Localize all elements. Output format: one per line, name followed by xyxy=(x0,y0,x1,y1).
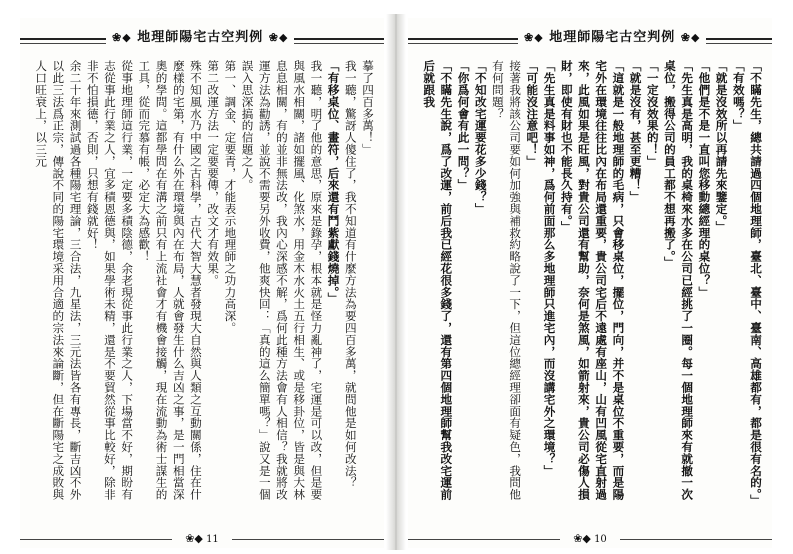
left-page-paragraph: 從事地理師這行業，一定要多積陰德，余老現從事此行業之人，下場當不好，期盼有志從事此行業之人，宜多積恩德與，如果學術未精，還是不要貿然從事比較好，除非非不怕損德，否則，只想有錢就好！ xyxy=(85,60,135,501)
left-page-number-text: 11 xyxy=(206,534,219,545)
left-page-paragraph: 「有移桌位、畫符，后來還有鬥紫獻錢燒掉。」 xyxy=(326,60,341,305)
right-page-paragraph: 「你爲何會有此一問？」 xyxy=(456,60,471,191)
left-page-paragraph: 第一、調金、定要青，才能表示地理師之功力高深。 xyxy=(223,60,238,334)
right-footer-ornament-icon: ❀◆ xyxy=(573,532,591,545)
right-page xyxy=(408,18,772,548)
right-page-paragraph: 「可能沒注意吧！」 xyxy=(525,60,540,168)
left-title-ornament-icon-2: ❀◆ xyxy=(268,31,289,44)
right-running-title-text: 地理師陽宅古空判例 xyxy=(549,30,676,45)
left-page-paragraph: 殊不知風水乃中國之古科學，古代大智大慧者發現大自然與人類之互動關係，住在什麼樣的宅第，有什么外在環境與內在布局，人就會發生什么吉凶之事，是一門相當深奧的學問。這都學問在有溝之前只有上流社會才有機會接觸，現在流動為術士謀生的工具，從而完慕有帳，必定大為感歡！ xyxy=(137,60,203,501)
left-page-number xyxy=(172,532,232,546)
right-page-body xyxy=(416,60,764,506)
right-page-paragraph: 「就是沒效所以再請先來鑒定。」 xyxy=(714,60,729,233)
right-page-paragraph: 「一定沒效果的！」 xyxy=(645,60,660,168)
right-page-paragraph: 「有效嗎？」 xyxy=(731,60,746,132)
right-running-title xyxy=(518,28,706,48)
right-title-ornament-icon-2: ❀◆ xyxy=(680,31,701,44)
left-page-paragraph: 摹了四百多萬！」 xyxy=(361,60,375,156)
left-title-ornament-icon: ❀◆ xyxy=(112,31,132,44)
right-page-number-text: 10 xyxy=(594,534,607,545)
left-page-paragraph: 第二改運方法一定要要傳，改文才有效果。 xyxy=(206,60,221,287)
left-footer-ornament-icon: ❀◆ xyxy=(185,532,203,545)
left-page-body xyxy=(28,60,376,506)
right-page-paragraph: 「就是沒有，甚至更糟！」 xyxy=(628,60,643,203)
right-page-paragraph: 「不知改宅運要花多少錢？」 xyxy=(473,60,488,215)
right-page-paragraph: 「這就是一般地理師的毛病，只會移桌位，擺位，門向，并不是桌位不重要，而是陽宅外在環境往往比內在布局還重要，貴公司宅后不遠處有座山，山有凹風從宅直射過來，此風如果是旺風，對貴公司還有幫助，奈何是煞風，如箭射來，貴公司必傷人損財，即使有財也不能長久持有。」 xyxy=(559,60,626,501)
right-page-paragraph: 「不瞞先生說，爲了改運，前后我已經花很多錢了，還有第四個地理師幫我改宅運前后就跟我 xyxy=(422,60,454,501)
book-gutter xyxy=(386,14,406,550)
right-page-paragraph: 「不瞞先生，總共請過四個地理師，臺北、臺中、臺南、高雄都有，都是很有名的。」 xyxy=(749,60,763,506)
right-page-paragraph: 「先生真是高明，我的桌椅來水多在公司已經挑了一圈。每一個地理師來有就撤一次桌位，搬得公司的員工都不想再搬了。」 xyxy=(662,60,695,501)
left-running-title-text: 地理師陽宅古空判例 xyxy=(137,30,264,45)
left-page-paragraph: 我一聽，明了他的意思，原來是錄孕，根本就是怪力亂神了，宅運是可以改，但是要與風水相關，諸如擺風、化煞水，用金木水火土五行相生、或是移卦位，皆是與大林息息相關，有的並非無法改，我內心深感不解，爲何此種方法會有人相信？我就將改運方法為勸誘，並說不需要另外收費，他爽快回：「真的這么簡單嗎？」說又是一個誤入思深搞的信題之人。 xyxy=(240,60,324,501)
right-title-ornament-icon: ❀◆ xyxy=(524,31,544,44)
right-page-paragraph: 「他們是不是一直叫您移動總經理的桌位？」 xyxy=(697,60,712,298)
right-page-paragraph: 接著我將該公司要如何加強與補救約略說了一下，但這位總經理卻面有疑色，我問他有何問題？ xyxy=(490,60,523,501)
left-page xyxy=(20,18,384,548)
left-page-paragraph: 余二十年來測試過各種陽宅理論，三合法，九星法，三元法皆各有專長，斷吉凶不外以此三法爲正宗，傳說不同的陽宅環境采用合適的宗法來論斷，但在斷陽宅之成敗與人口旺衰上，以三元 xyxy=(34,60,83,501)
left-page-paragraph: 我一聽，驚訝人傻住了，我不知道有什麼方法為要四百多萬，就問他是如何改法？ xyxy=(343,60,358,489)
right-page-paragraph: 「先生真是料事如神，爲何前面那么多地理師只進宅內，而沒講宅外之環境？」 xyxy=(542,60,557,477)
left-running-title xyxy=(106,28,294,48)
right-page-number xyxy=(560,532,620,546)
